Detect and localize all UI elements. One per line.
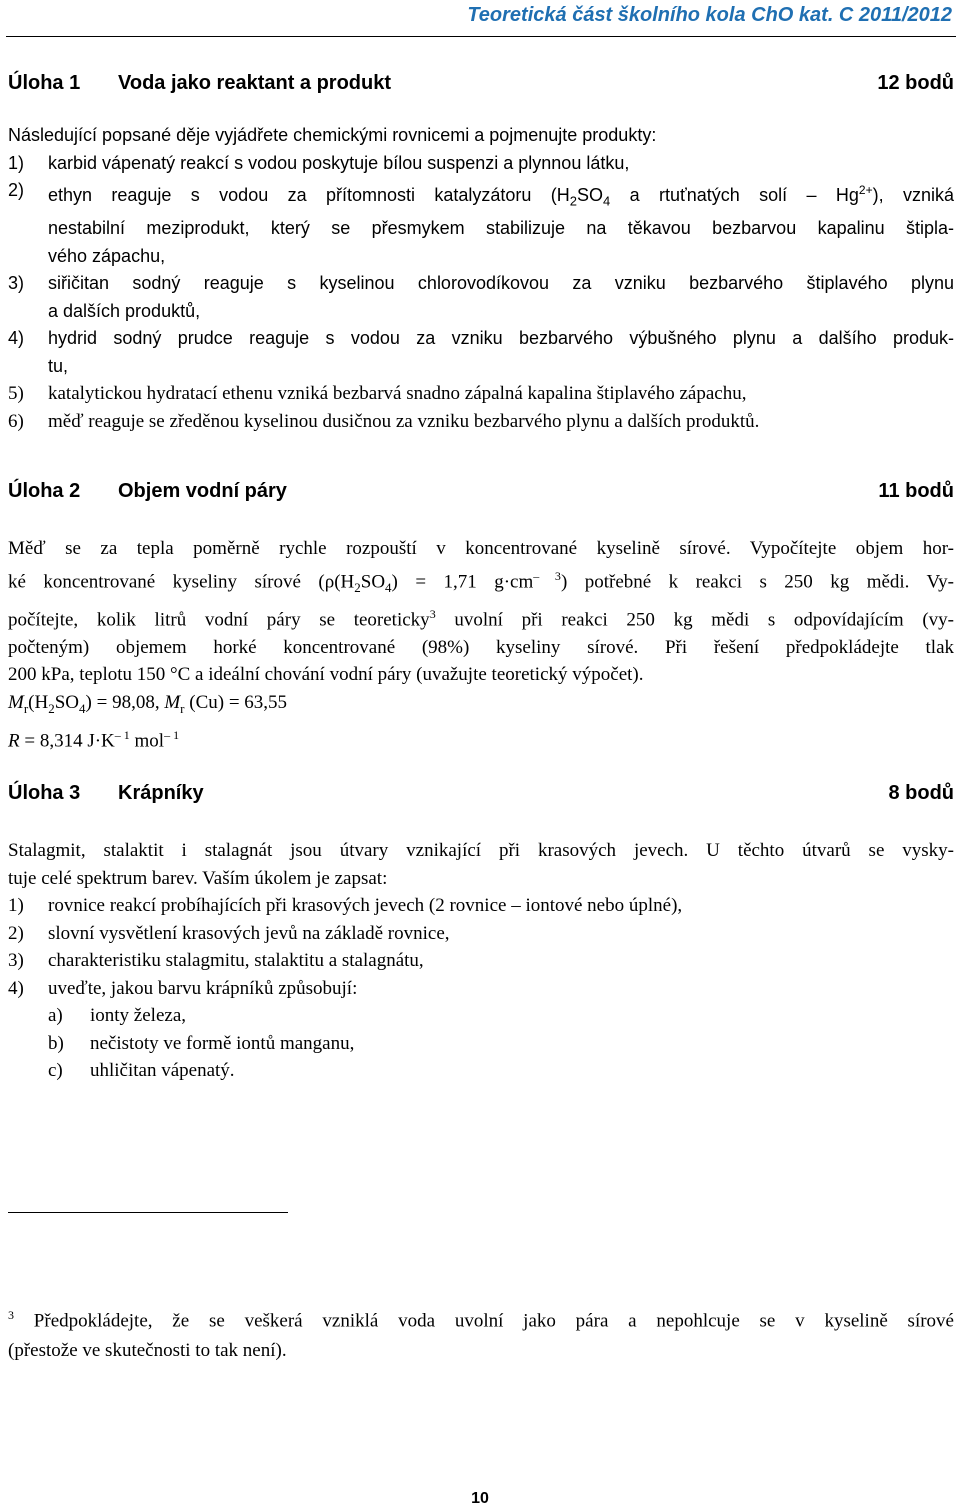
task3-body: Stalagmit, stalaktit i stalagnát jsou útvary vznikající při krasových jevech. U těchto útvarů se vysky- tuje celé spektrum barev. Vaším úkolem je zapsat: 1) rovnice reakcí probíhajících při krasových jevech (2 rovnice ‒ iontové nebo úplné), 2) slovní vysvětlení krasových jevů na základě rovnice, 3) charakteristiku stalagmitu, stalaktitu a stalagnátu, 4) uveďte, jakou barvu krápníků způsobují: a) ionty železa, b) nečistoty ve formě iontů manganu, c) uhličitan vápenatý. [8, 837, 954, 1085]
task2-heading [8, 480, 954, 503]
task3-item: 1) rovnice reakcí probíhajících při krasových jevech (2 rovnice ‒ iontové nebo úplné), [8, 895, 683, 916]
task1-intro: Následující popsané děje vyjádřete chemickými rovnicemi a pojmenujte produkty: [8, 125, 657, 145]
task3-item: 3) charakteristiku stalagmitu, stalaktitu a stalagnátu, [8, 950, 424, 971]
footnote-ref: 3 [429, 607, 436, 622]
task3-item: 4) uveďte, jakou barvu krápníků způsobují: [8, 977, 358, 999]
gas-constant: R = 8,314 $J\cdot K^{‒ 1}$ mol$^{‒ 1}$ [8, 728, 180, 752]
task2-number: Úloha 2 [8, 480, 81, 502]
task1-title: Voda jako reaktant a produkt [118, 72, 392, 94]
task2-body: Měď se za tepla poměrně rychle rozpouští v koncentrované kyselině sírové. Vypočítejte objem hor- ké koncentrované kyseliny sírové ($\rho(H_2SO_4) = 1,71$ $g\cdot cm^{‒ 3}$) potřebné k reakci s 250 kg mědi. Vy- počítejte, kolik litrů vodní páry se teoreticky$^3$ uvolní při reakci 250 kg mědi s odpovídajícím (vy- počteným) objemem horké koncentrované (98%) kyseliny sírové. Při řešení předpokládejte tlak 200 kPa, teplotu 150 °C a ideální chování vodní páry (uvažujte teoretický výpočet). $M_r(H_2SO_4) = 98,08$, $M_r$ (Cu) = 63,55 R = 8,314 $J\cdot K^{‒ 1}$ mol$^{‒ 1}$ [8, 535, 954, 755]
task1-item: 4) hydrid sodný prudce reaguje s vodou za vzniku bezbarvého výbušného plynu a dalšího produk- [8, 328, 954, 349]
task3-title: Krápníky [118, 782, 204, 804]
task1-item-cont: vého zápachu, [48, 245, 166, 266]
footnote: $^3$ Předpokládejte, že se veškerá vzniklá voda uvolní jako pára a nepohlcuje se v kyselině sírové (přestože ve skutečnosti to tak není). [8, 1308, 954, 1362]
task2-title: Objem vodní páry [118, 480, 287, 502]
task1-item: 3) siřičitan sodný reaguje s kyselinou chlorovodíkovou za vzniku bezbarvého štiplavého plynu [8, 273, 954, 294]
task1-item: 5) katalytickou hydratací ethenu vzniká bezbarvá snadno zápalná kapalina štiplavého zápachu, [8, 383, 747, 405]
task3-heading [8, 782, 954, 805]
task3-item: 2) slovní vysvětlení krasových jevů na základě rovnice, [8, 922, 450, 944]
task1-item: 2) ethyn reaguje s vodou za přítomnosti katalyzátoru ($H_2SO_4$ a rtuťnatých solí ‒ $Hg^{2+}$), vzniká [8, 180, 954, 209]
footnote-divider [8, 1212, 288, 1213]
task3-subitem: c) uhličitan vápenatý. [48, 1060, 235, 1081]
task3-points: 8 bodů [888, 782, 954, 804]
task2-points: 11 bodů [878, 480, 954, 502]
task1-item: 1) karbid vápenatý reakcí s vodou poskytuje bílou suspenzi a plynnou látku, [8, 152, 630, 173]
task1-heading [8, 72, 954, 95]
footnote-mark: 3 [8, 1308, 14, 1322]
task1-points: 12 bodů [877, 72, 954, 94]
task3-subitem: a) ionty železa, [48, 1005, 187, 1026]
task3-number: Úloha 3 [8, 782, 81, 804]
task1-item: 6) měď reaguje se zředěnou kyselinou dusičnou za vzniku bezbarvého plynu a dalších produktů. [8, 410, 760, 432]
task1-item-cont: nestabilní meziprodukt, který se přesmykem stabilizuje na těkavou bezbarvou kapalinu štipla- [48, 218, 954, 239]
task1-number: Úloha 1 [8, 72, 81, 94]
molar-masses: $M_r(H_2SO_4) = 98,08$, $M_r$ (Cu) = 63,55 [8, 691, 288, 716]
task1-body [8, 122, 954, 435]
task1-item-cont: tu, [48, 355, 69, 376]
document-header: Teoretická část školního kola ChO kat. C 2011/2012 [467, 4, 952, 26]
task1-item-cont: a dalších produktů, [48, 300, 201, 321]
header-divider [6, 36, 956, 37]
page-number: 10 [471, 1490, 489, 1507]
task3-subitem: b) nečistoty ve formě iontů manganu, [48, 1032, 355, 1054]
